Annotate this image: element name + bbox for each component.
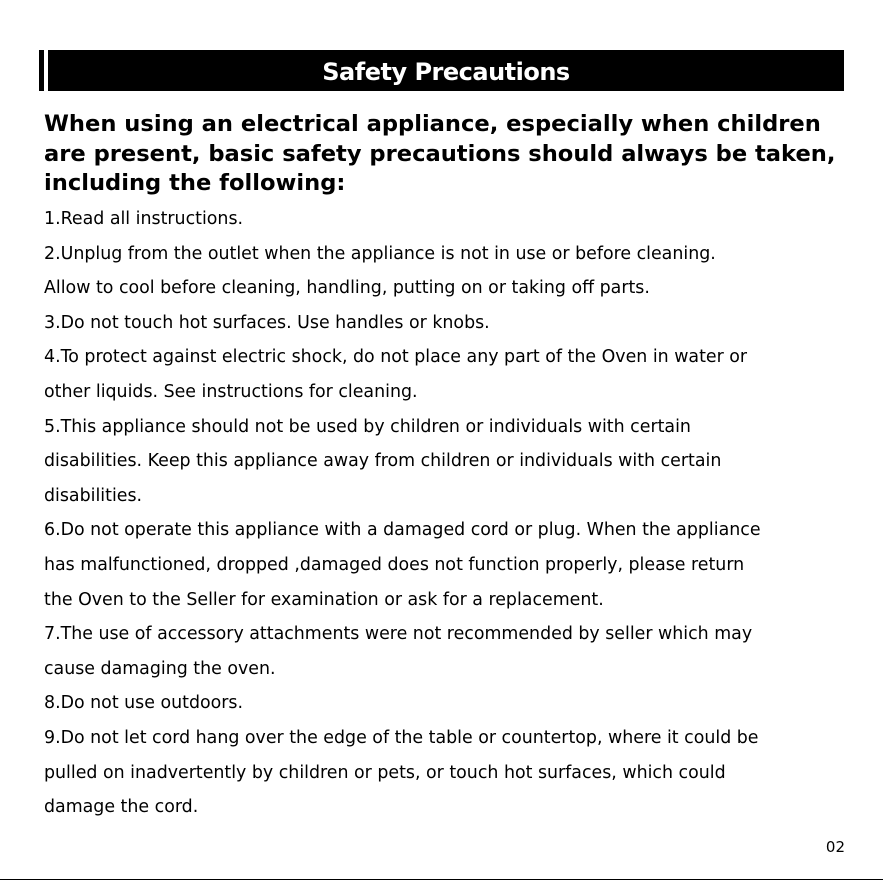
body-line: damage the cord.	[44, 797, 199, 818]
footer-divider	[0, 879, 883, 880]
body-line: 4.To protect against electric shock, do not place any part of the Oven in water or	[44, 347, 748, 368]
body-line: 3.Do not touch hot surfaces. Use handles or knobs.	[44, 312, 490, 333]
body-line: pulled on inadvertently by children or pets, or touch hot surfaces, which could	[44, 762, 726, 783]
body-line: disabilities. Keep this appliance away from children or individuals with certain	[44, 451, 722, 472]
body-line: 2.Unplug from the outlet when the appliance is not in use or before cleaning.	[44, 243, 716, 264]
section-header	[39, 50, 844, 91]
body-line: 7.The use of accessory attachments were not recommended by seller which may	[44, 624, 753, 645]
page-number: 02	[825, 838, 845, 856]
body-line: 6.Do not operate this appliance with a damaged cord or plug. When the appliance	[44, 520, 761, 541]
intro-paragraph: When using an electrical appliance, especially when children are present, basic safety precautions should always be taken, including the following:	[44, 111, 836, 196]
body-line: 8.Do not use outdoors.	[44, 693, 244, 714]
body-line: cause damaging the oven.	[44, 658, 276, 679]
body-line: 5.This appliance should not be used by children or individuals with certain	[44, 416, 691, 437]
body-line: the Oven to the Seller for examination or ask for a replacement.	[44, 589, 604, 610]
body-line: 1.Read all instructions.	[44, 209, 244, 229]
precautions-body	[44, 202, 864, 825]
body-line: 9.Do not let cord hang over the edge of the table or countertop, where it could be	[44, 727, 759, 748]
header-accent-stripe	[39, 50, 44, 91]
page-title: Safety Precautions	[322, 57, 570, 86]
title-block	[48, 50, 844, 91]
body-line: other liquids. See instructions for cleaning.	[44, 381, 418, 402]
body-line: disabilities.	[44, 485, 143, 506]
body-line: has malfunctioned, dropped ,damaged does not function properly, please return	[44, 554, 745, 575]
body-line: Allow to cool before cleaning, handling, putting on or taking off parts.	[44, 278, 650, 299]
